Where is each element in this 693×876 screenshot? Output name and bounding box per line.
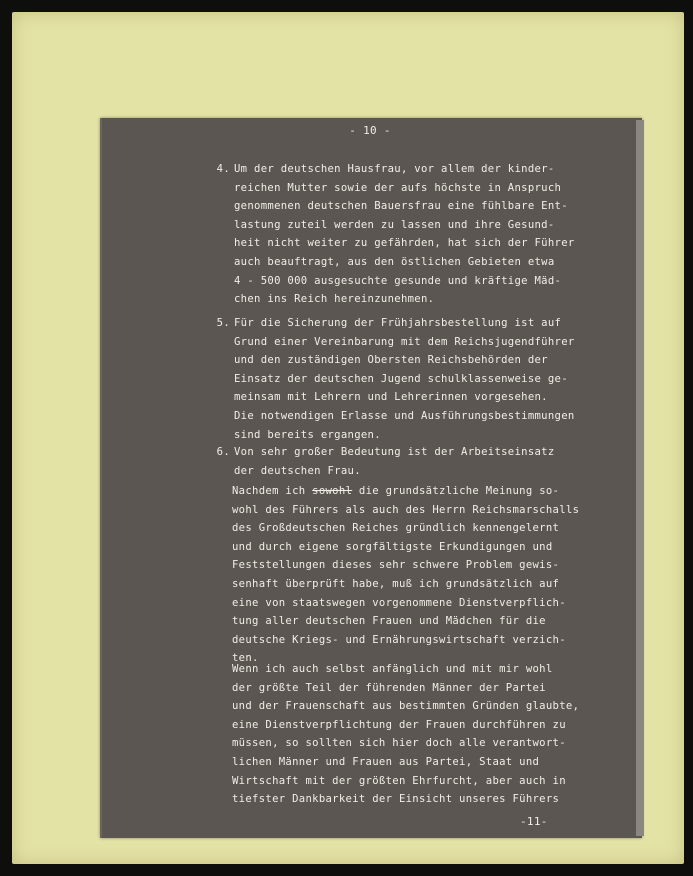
- struck-word: sowohl: [312, 485, 353, 497]
- text-line: und durch eigene sorgfältigste Erkundigungen und: [232, 540, 553, 553]
- text-line: Um der deutschen Hausfrau, vor allem der kinder-: [234, 163, 555, 175]
- line-suffix: die grundsätzliche Meinung so-: [352, 485, 560, 497]
- text-line: chen ins Reich hereinzunehmen.: [234, 293, 435, 306]
- text-line: lastung zuteil werden zu lassen und ihre Gesund-: [234, 218, 555, 231]
- text-line: auch beauftragt, aus den östlichen Gebieten etwa: [234, 255, 555, 268]
- text-line: müssen, so sollten sich hier doch alle verantwort-: [232, 737, 566, 750]
- paragraph-one: [232, 482, 579, 668]
- text-line: meinsam mit Lehrern und Lehrerinnen vorgesehen.: [234, 391, 548, 404]
- text-line: tiefster Dankbarkeit der Einsicht unseres Führers: [232, 793, 560, 806]
- text-line: Einsatz der deutschen Jugend schulklassenweise ge-: [234, 372, 568, 385]
- line-prefix: Nachdem ich: [232, 485, 313, 497]
- text-line: Die notwendigen Erlasse und Ausführungsbestimmungen: [234, 409, 575, 422]
- text-line: wohl des Führers als auch des Herrn Reichsmarschalls: [232, 503, 580, 516]
- text-line: deutsche Kriegs- und Ernährungswirtschaft verzich-: [232, 633, 566, 646]
- text-line: und der Frauenschaft aus bestimmten Gründen glaubte,: [232, 700, 580, 713]
- text-line: Feststellungen dieses sehr schwere Problem gewis-: [232, 559, 560, 572]
- text-line: 4 - 500 000 ausgesuchte gesunde und kräftige Mäd-: [234, 274, 562, 287]
- text-line: reichen Mutter sowie der aufs höchste in Anspruch: [234, 181, 562, 194]
- text-line: des Großdeutschen Reiches gründlich kennengelernt: [232, 522, 560, 535]
- text-line: genommenen deutschen Bauersfrau eine fühlbare Ent-: [234, 200, 568, 213]
- page-edge: [636, 120, 644, 836]
- text-line: tung aller deutschen Frauen und Mädchen für die: [232, 615, 546, 628]
- text-line: und den zuständigen Obersten Reichsbehörden der: [234, 354, 548, 367]
- text-line: der größte Teil der führenden Männer der Partei: [232, 681, 546, 694]
- text-line: Wenn ich auch selbst anfänglich und mit mir wohl: [232, 663, 553, 675]
- page-number: - 10 -: [349, 124, 391, 137]
- text-line: senhaft überprüft habe, muß ich grundsätzlich auf: [232, 577, 560, 590]
- text-line-with-strikethrough: [232, 482, 579, 501]
- item-4-text: [234, 160, 575, 309]
- item-number-5: 5.: [216, 317, 230, 329]
- item-6-text: [234, 443, 555, 480]
- item-number-6: 6.: [216, 446, 230, 458]
- text-line: heit nicht weiter zu gefährden, hat sich der Führer: [234, 237, 575, 250]
- text-line: eine Dienstverpflichtung der Frauen durchführen zu: [232, 718, 566, 731]
- text-line: Wirtschaft mit der größten Ehrfurcht, aber auch in: [232, 774, 566, 787]
- text-line: sind bereits ergangen.: [234, 428, 381, 441]
- text-line: Für die Sicherung der Frühjahrsbestellung ist auf: [234, 317, 562, 329]
- item-5-text: [234, 314, 575, 444]
- text-line: Von sehr großer Bedeutung ist der Arbeitseinsatz: [234, 446, 555, 458]
- text-line: lichen Männer und Frauen aus Partei, Staat und: [232, 755, 540, 768]
- text-line: Grund einer Vereinbarung mit dem Reichsjugendführer: [234, 335, 575, 348]
- paragraph-two: [232, 660, 579, 809]
- text-line: eine von staatswegen vorgenommene Dienstverpflich-: [232, 596, 566, 609]
- text-line: ten.: [232, 652, 259, 665]
- text-line: der deutschen Frau.: [234, 464, 361, 477]
- next-page-marker: -11-: [520, 815, 548, 828]
- item-number-4: 4.: [216, 163, 230, 175]
